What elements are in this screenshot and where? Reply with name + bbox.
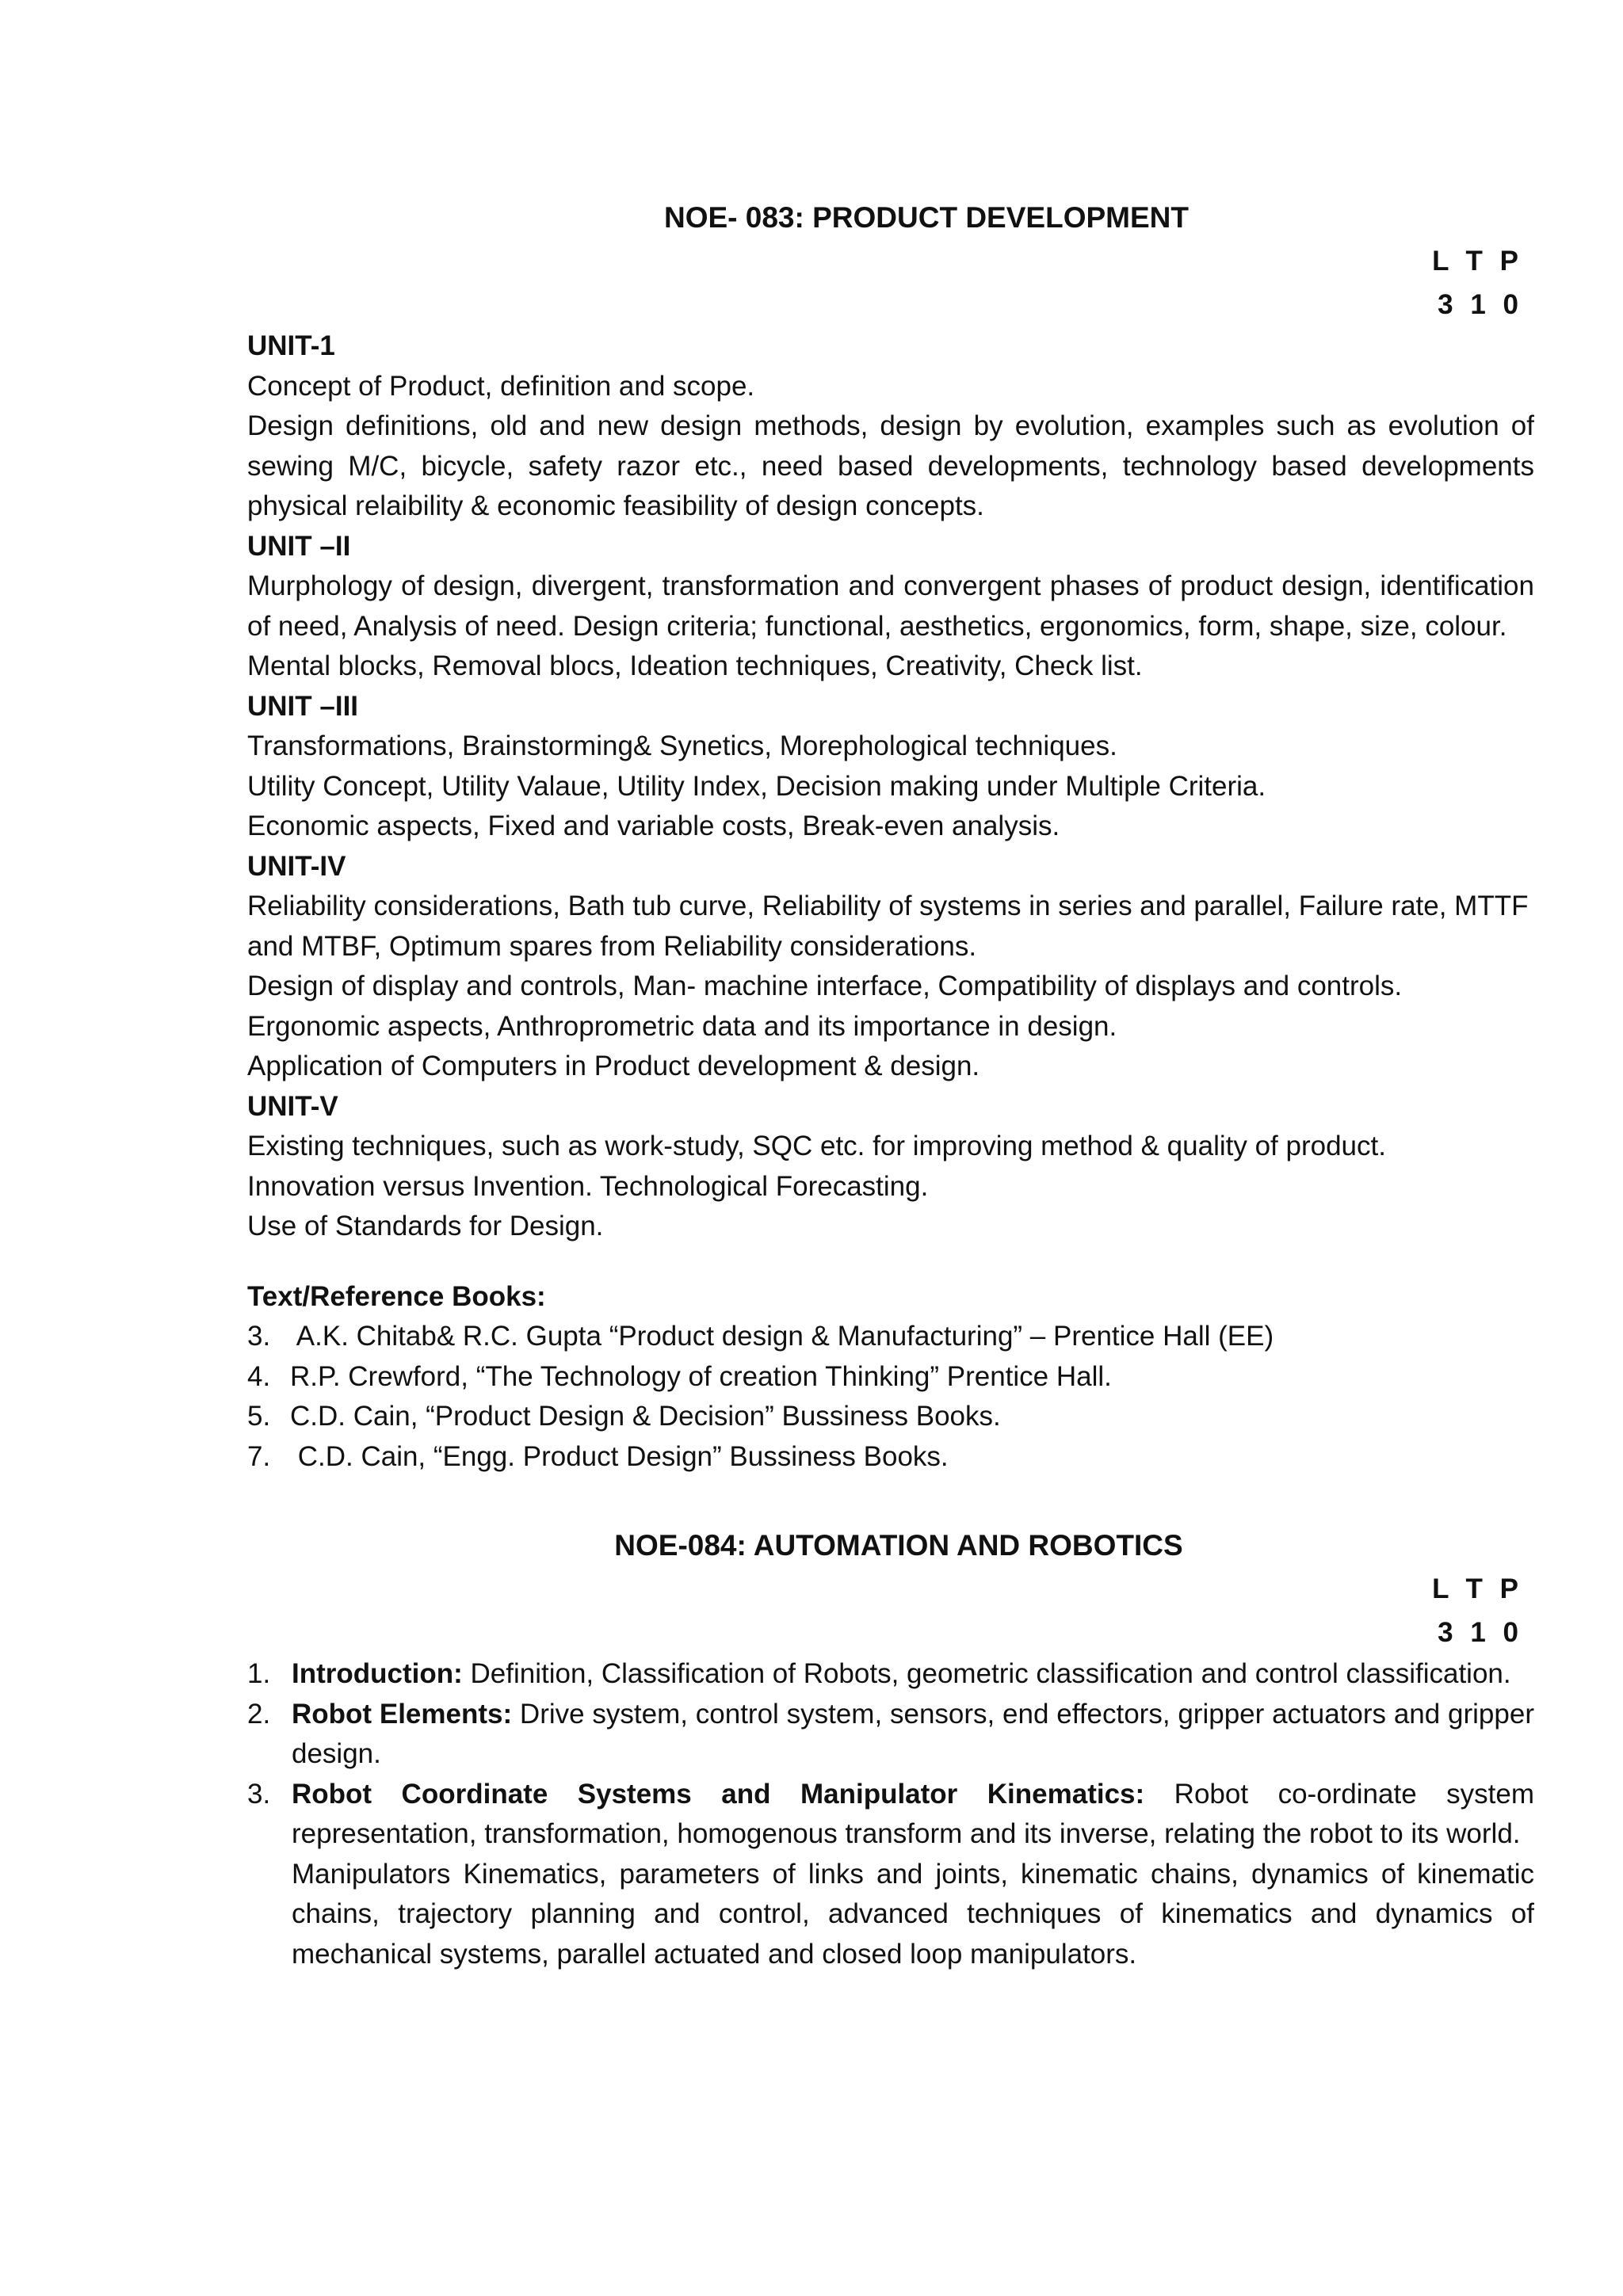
books-heading: Text/Reference Books: bbox=[247, 1280, 546, 1312]
syllabus-page bbox=[247, 198, 1534, 1974]
book-number: 7. bbox=[247, 1440, 271, 1472]
ltp-header: L T P bbox=[1432, 246, 1523, 277]
topic-body bbox=[292, 1775, 1534, 1855]
unit-paragraph: Design definitions, old and new design methods, design by evolution, examples such as evolution of sewing M/C, bicycle, safety razor etc., need based developments, technology based developments physical relaibility & economic feasibility of design concepts. bbox=[247, 410, 1534, 521]
reference-books bbox=[247, 1277, 1534, 1478]
unit-paragraph: Transformations, Brainstorming& Synetics, Morephological techniques. bbox=[247, 730, 1117, 761]
unit-4 bbox=[247, 847, 1534, 1087]
topic-number: 3. bbox=[247, 1778, 271, 1810]
unit-paragraph: Application of Computers in Product development & design. bbox=[247, 1051, 980, 1081]
book-item bbox=[247, 1437, 1534, 1478]
ltp-block bbox=[247, 1567, 1534, 1654]
unit-paragraph: Concept of Product, definition and scope. bbox=[247, 370, 755, 402]
book-item bbox=[247, 1357, 1534, 1398]
ltp-block bbox=[247, 239, 1534, 326]
unit-paragraph: Design of display and controls, Man- machine interface, Compatibility of displays and controls. Ergonomic aspects, Anthroprometric data and its importance in design. bbox=[247, 971, 1403, 1042]
book-item bbox=[247, 1317, 1534, 1357]
unit-paragraph: Mental blocks, Removal blocs, Ideation techniques, Creativity, Check list. bbox=[247, 650, 1143, 681]
topic-item bbox=[247, 1775, 1534, 1855]
topic-title: Introduction: bbox=[292, 1658, 463, 1689]
course-title-product-development: NOE- 083: PRODUCT DEVELOPMENT bbox=[664, 201, 1189, 234]
topic-list bbox=[247, 1654, 1534, 1974]
topic-text: Robot co-ordinate system representation, transformation, homogenous transform and its inverse, relating the robot to its world. bbox=[292, 1778, 1535, 1849]
topic-extra-paragraph: Manipulators Kinematics, parameters of links and joints, kinematic chains, dynamics of kinematic chains, trajectory planning and control, advanced techniques of kinematics and dynamics of mechanical systems, parallel actuated and closed loop manipulators. bbox=[292, 1858, 1534, 1970]
unit-heading: UNIT-1 bbox=[247, 330, 335, 361]
book-number: 5. bbox=[247, 1401, 271, 1432]
course-title-automation-robotics: NOE-084: AUTOMATION AND ROBOTICS bbox=[614, 1529, 1183, 1562]
unit-paragraph: Use of Standards for Design. bbox=[247, 1211, 604, 1241]
book-text: R.P. Crewford, “The Technology of creation Thinking” Prentice Hall. bbox=[290, 1360, 1112, 1392]
topic-title: Robot Elements: bbox=[292, 1698, 513, 1730]
unit-heading: UNIT-V bbox=[247, 1090, 338, 1122]
unit-heading: UNIT-IV bbox=[247, 850, 346, 882]
topic-body bbox=[292, 1654, 1534, 1695]
topic-number: 2. bbox=[247, 1698, 271, 1730]
topic-number: 1. bbox=[247, 1658, 271, 1689]
unit-paragraph: Reliability considerations, Bath tub curve, Reliability of systems in series and parallel, Failure rate, MTTF and MTBF, Optimum spares from Reliability considerations. bbox=[247, 891, 1529, 962]
unit-5 bbox=[247, 1087, 1534, 1247]
unit-paragraph: Economic aspects, Fixed and variable costs, Break-even analysis. bbox=[247, 810, 1060, 841]
topic-title: Robot Coordinate Systems and Manipulator Kinematics: bbox=[292, 1778, 1145, 1810]
unit-heading: UNIT –II bbox=[247, 530, 351, 562]
unit-2 bbox=[247, 527, 1534, 687]
book-number: 4. bbox=[247, 1360, 271, 1392]
unit-paragraph: Murphology of design, divergent, transformation and convergent phases of product design, identification of need, Analysis of need. Design criteria; functional, aesthetics, ergonomics, form, shape, size, colour. bbox=[247, 570, 1534, 642]
book-number: 3. bbox=[247, 1321, 271, 1352]
ltp-header: L T P bbox=[1432, 1573, 1523, 1604]
spacer bbox=[247, 1247, 1534, 1277]
book-item bbox=[247, 1397, 1534, 1437]
book-text: C.D. Cain, “Engg. Product Design” Bussiness Books. bbox=[290, 1440, 949, 1472]
unit-paragraph: Existing techniques, such as work-study, SQC etc. for improving method & quality of product. bbox=[247, 1131, 1386, 1161]
topic-item bbox=[247, 1695, 1534, 1775]
topic-text: Drive system, control system, sensors, end effectors, gripper actuators and gripper design. bbox=[292, 1698, 1534, 1769]
topic-body bbox=[292, 1695, 1534, 1775]
unit-heading: UNIT –III bbox=[247, 690, 359, 722]
book-text: A.K. Chitab& R.C. Gupta “Product design & Manufacturing” – Prentice Hall (EE) bbox=[290, 1321, 1274, 1352]
ltp-values: 3 1 0 bbox=[1438, 289, 1523, 320]
unit-paragraph: Innovation versus Invention. Technological Forecasting. bbox=[247, 1170, 929, 1202]
topic-item bbox=[247, 1654, 1534, 1695]
ltp-values: 3 1 0 bbox=[1438, 1617, 1523, 1648]
unit-paragraph: Utility Concept, Utility Valaue, Utility Index, Decision making under Multiple Criteria. bbox=[247, 770, 1266, 802]
book-text: C.D. Cain, “Product Design & Decision” Bussiness Books. bbox=[290, 1401, 1001, 1432]
unit-1 bbox=[247, 326, 1534, 527]
spacer bbox=[247, 1477, 1534, 1526]
unit-3 bbox=[247, 687, 1534, 847]
topic-text: Definition, Classification of Robots, geometric classification and control classification. bbox=[462, 1658, 1511, 1689]
